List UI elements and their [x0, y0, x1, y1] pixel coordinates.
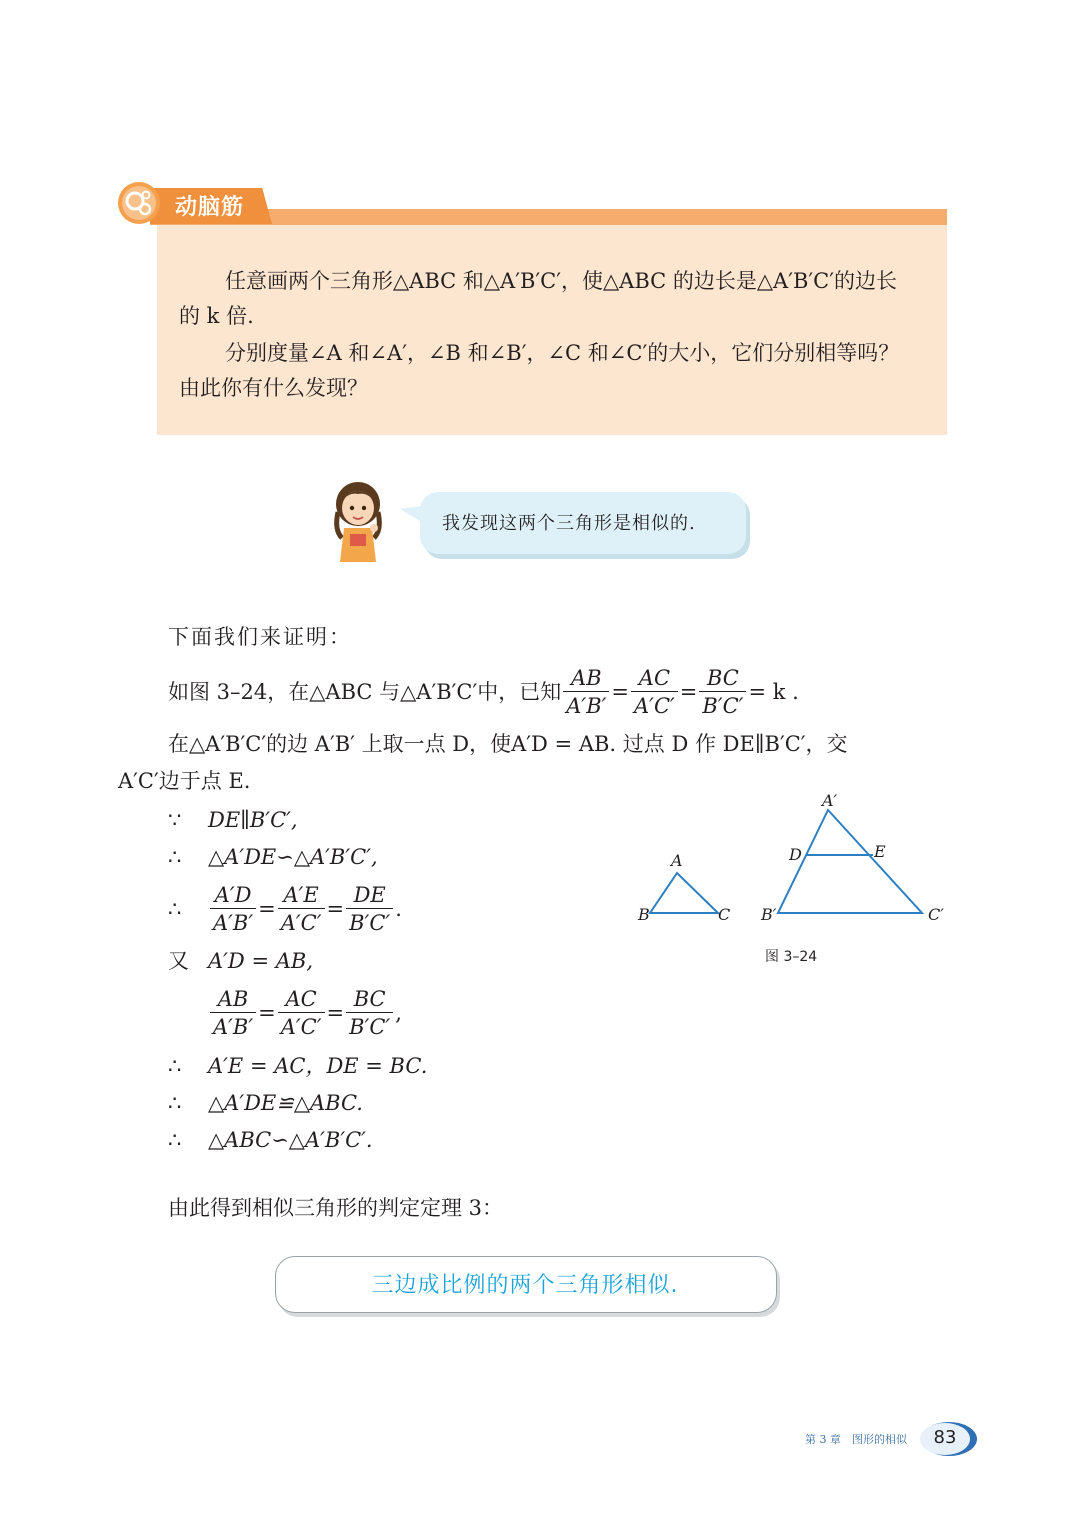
- figure-caption: 图 3–24: [765, 949, 818, 965]
- given-prefix: 如图 3–24，在△ABC 与△A′B′C′中，已知: [168, 680, 562, 704]
- step5-frac-2: [278, 986, 325, 1041]
- step-2-text: △A′DE∽△A′B′C′,: [208, 845, 378, 869]
- speech-text: 我发现这两个三角形是相似的.: [442, 513, 696, 534]
- given-frac-ac-den: A′C′: [634, 693, 675, 718]
- step5-frac-3-num: BC: [346, 986, 393, 1013]
- step5-frac-1: [210, 986, 256, 1041]
- step3-frac-1-den: A′B′: [213, 910, 254, 935]
- given-frac-bc-den: B′C′: [702, 693, 744, 718]
- girl-avatar: [328, 478, 390, 562]
- think-box: [157, 225, 947, 435]
- construct-line1: 在△A′B′C′的边 A′B′ 上取一点 D，使A′D = AB. 过点 D 作 DE∥B′C′，交: [168, 732, 848, 756]
- given-frac-ab-num: AB: [563, 665, 609, 692]
- step-3: ∴ $\frac{A'D}{A'B'}$ = $\frac{A'E}{A'C'}$ = $\frac{DE}{B'C'}$ .: [168, 882, 402, 935]
- step5-frac-2-den: A′C′: [280, 1014, 322, 1039]
- step-1: [168, 805, 298, 835]
- think-para1-line2: 的 k 倍.: [179, 304, 254, 328]
- label-d: D: [789, 845, 802, 864]
- gear-icon: [116, 180, 162, 226]
- step5-frac-3-den: B′C′: [349, 1014, 391, 1039]
- footer-title: 图形的相似: [852, 1433, 907, 1446]
- therefore-symbol: ∴: [168, 845, 182, 869]
- step3-frac-3-num: DE: [346, 882, 393, 909]
- page-number: 83: [933, 1427, 957, 1448]
- given-frac-ac: [631, 665, 678, 720]
- therefore-symbol: ∴: [168, 1054, 182, 1078]
- given-suffix: = k .: [748, 680, 799, 704]
- given-frac-bc-num: BC: [699, 665, 746, 692]
- step3-frac-3: [346, 882, 393, 937]
- theorem-text: 三边成比例的两个三角形相似.: [371, 1273, 679, 1298]
- step-8-text: △ABC∽△A′B′C′.: [208, 1128, 373, 1152]
- step3-frac-1-num: A′D: [210, 882, 256, 909]
- because-symbol: ∵: [168, 808, 182, 832]
- given-line: 如图 3–24，在△ABC 与△A′B′C′中，已知 $\frac{AB}{A'B'}$ = $\frac{AC}{A'C'}$ = $\frac{BC}{B'C'}$ = k .: [168, 665, 799, 718]
- label-c-prime: C′: [928, 905, 944, 924]
- step-5: $\frac{AB}{A'B'}$ = $\frac{AC}{A'C'}$ = $\frac{BC}{B'C'}$ ,: [208, 982, 402, 1044]
- label-b-prime: B′: [761, 905, 777, 924]
- construct-line2: A′C′边于点 E.: [118, 769, 251, 793]
- step-4: [168, 946, 313, 976]
- step-7: [168, 1088, 363, 1118]
- step5-frac-2-num: AC: [278, 986, 325, 1013]
- think-box-title: 动脑筋: [175, 195, 245, 220]
- step5-frac-1-den: A′B′: [213, 1014, 254, 1039]
- label-c: C: [718, 905, 731, 924]
- step3-frac-2: [278, 882, 325, 937]
- therefore-symbol: ∴: [168, 1128, 182, 1152]
- therefore-symbol: ∴: [168, 1091, 182, 1115]
- step-8: [168, 1125, 373, 1155]
- given-frac-bc: [699, 665, 746, 720]
- label-e: E: [874, 842, 886, 861]
- step3-frac-3-den: B′C′: [349, 910, 391, 935]
- figure-lines: [650, 810, 922, 913]
- conclusion-intro: 由此得到相似三角形的判定定理 3：: [168, 1196, 504, 1220]
- step3-frac-2-num: A′E: [278, 882, 325, 909]
- step5-frac-1-num: AB: [210, 986, 256, 1013]
- label-b: B: [638, 905, 650, 924]
- given-frac-ab: [563, 665, 609, 720]
- step-2: [168, 842, 378, 872]
- step-6: [168, 1051, 427, 1081]
- given-frac-ac-num: AC: [631, 665, 678, 692]
- step-6-text: A′E = AC，DE = BC.: [208, 1054, 428, 1078]
- step5-frac-3: [346, 986, 393, 1041]
- step-1-text: DE∥B′C′,: [208, 808, 298, 832]
- therefore-symbol: ∴: [168, 897, 182, 921]
- step-7-text: △A′DE≌△ABC.: [208, 1091, 363, 1115]
- step-4-text: A′D = AB,: [208, 949, 313, 973]
- triangle-abc: [650, 873, 718, 913]
- label-a: A: [671, 851, 683, 870]
- step3-frac-2-den: A′C′: [280, 910, 322, 935]
- given-frac-ab-den: A′B′: [566, 693, 607, 718]
- also-label: 又: [168, 949, 189, 973]
- think-para1-line1: 任意画两个三角形△ABC 和△A′B′C′，使△ABC 的边长是△A′B′C′的边长: [225, 269, 897, 293]
- label-a-prime: A′: [822, 791, 838, 810]
- proof-intro: 下面我们来证明：: [168, 625, 352, 649]
- figure-3-24: [630, 785, 960, 935]
- footer-chapter: 第 3 章: [805, 1433, 841, 1446]
- think-para2-line1: 分别度量∠A 和∠A′，∠B 和∠B′，∠C 和∠C′的大小，它们分别相等吗？: [225, 341, 900, 365]
- step3-frac-1: [210, 882, 256, 937]
- think-para2-line2: 由此你有什么发现？: [179, 376, 368, 400]
